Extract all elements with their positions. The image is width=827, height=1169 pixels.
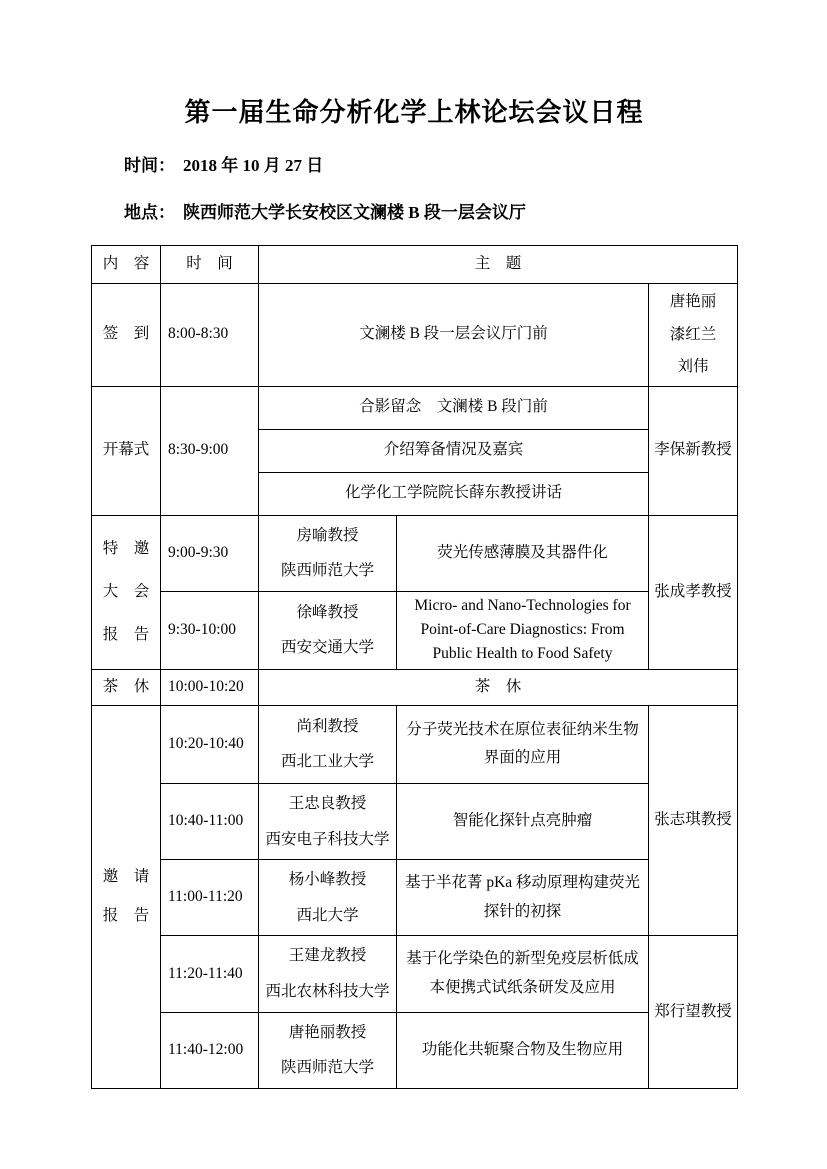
speaker-name: 徐峰教授 — [296, 603, 359, 621]
plenary-label-lines — [96, 528, 156, 656]
signin-staff — [649, 283, 738, 386]
speaker-name: 杨小峰教授 — [288, 871, 367, 889]
invited-label-line: 邀 请 — [102, 868, 150, 886]
header-time: 时 间 — [161, 245, 259, 283]
speaker-name: 王建龙教授 — [288, 947, 367, 965]
speaker-affiliation: 西北大学 — [296, 906, 359, 924]
plenary-label-line: 大 会 — [102, 582, 150, 600]
plenary-label-line: 报 告 — [102, 625, 150, 643]
staff-name: 刘伟 — [677, 358, 709, 376]
talk-topic: 分子荧光技术在原位表征纳米生物界面的应用 — [397, 705, 649, 783]
plenary-label — [92, 515, 161, 669]
row-signin — [92, 283, 738, 386]
invited-label-line: 报 告 — [102, 906, 150, 924]
opening-time: 8:30-9:00 — [161, 386, 259, 515]
staff-names — [653, 286, 733, 384]
opening-label: 开幕式 — [92, 386, 161, 515]
invited-label-lines — [96, 858, 156, 936]
speaker-name: 房喻教授 — [296, 526, 359, 544]
tea-label: 茶 休 — [92, 669, 161, 705]
row-plenary-2 — [92, 591, 738, 669]
talk-topic: 基于半花菁 pKa 移动原理构建荧光探针的初探 — [397, 860, 649, 936]
header-topic: 主 题 — [259, 245, 738, 283]
meta-location — [124, 202, 737, 224]
talk-speaker — [259, 591, 397, 669]
location-label: 地点： — [124, 202, 175, 222]
location-value: 陕西师范大学长安校区文澜楼 B 段一层会议厅 — [183, 202, 526, 222]
schedule-table — [91, 245, 738, 1089]
row-tea-break — [92, 669, 738, 705]
row-invited-1 — [92, 705, 738, 783]
talk-speaker — [259, 936, 397, 1012]
staff-name: 唐艳丽 — [669, 292, 717, 310]
talk-time: 11:00-11:20 — [161, 860, 259, 936]
staff-name: 漆红兰 — [669, 325, 717, 343]
opening-item: 化学化工学院院长薛东教授讲话 — [259, 472, 649, 515]
signin-time: 8:00-8:30 — [161, 283, 259, 386]
talk-topic: 基于化学染色的新型免疫层析低成本便携式试纸条研发及应用 — [397, 936, 649, 1012]
talk-speaker — [259, 705, 397, 783]
header-row — [92, 245, 738, 283]
speaker-block — [263, 709, 392, 780]
invited-label — [92, 705, 161, 1088]
speaker-affiliation: 西安交通大学 — [280, 639, 374, 657]
speaker-name: 唐艳丽教授 — [288, 1023, 367, 1041]
speaker-block — [263, 862, 392, 933]
tea-topic: 茶 休 — [259, 669, 738, 705]
row-invited-3 — [92, 860, 738, 936]
opening-item: 合影留念 文澜楼 B 段门前 — [259, 386, 649, 429]
talk-speaker — [259, 783, 397, 859]
talk-speaker — [259, 860, 397, 936]
speaker-block — [263, 938, 392, 1009]
plenary-label-line: 特 邀 — [102, 540, 150, 558]
header-content: 内 容 — [92, 245, 161, 283]
speaker-block — [263, 1015, 392, 1086]
plenary-chair: 张成孝教授 — [649, 515, 738, 669]
talk-time: 11:40-12:00 — [161, 1012, 259, 1088]
row-opening-1 — [92, 386, 738, 429]
time-label: 时间： — [124, 155, 175, 175]
speaker-name: 尚利教授 — [296, 717, 359, 735]
speaker-affiliation: 陕西师范大学 — [280, 1059, 374, 1077]
meta-block — [124, 155, 737, 224]
talk-time: 10:20-10:40 — [161, 705, 259, 783]
signin-topic: 文澜楼 B 段一层会议厅门前 — [259, 283, 649, 386]
speaker-block — [263, 518, 392, 589]
row-invited-5 — [92, 1012, 738, 1088]
row-plenary-1 — [92, 515, 738, 591]
talk-time: 9:30-10:00 — [161, 591, 259, 669]
meta-time — [124, 155, 737, 177]
talk-topic: 荧光传感薄膜及其器件化 — [397, 515, 649, 591]
talk-speaker — [259, 1012, 397, 1088]
opening-item: 介绍筹备情况及嘉宾 — [259, 429, 649, 472]
time-value: 2018 年 10 月 27 日 — [183, 155, 324, 175]
page-title: 第一届生命分析化学上林论坛会议日程 — [184, 98, 644, 127]
opening-chair: 李保新教授 — [649, 386, 738, 515]
row-invited-2 — [92, 783, 738, 859]
row-invited-4 — [92, 936, 738, 1012]
speaker-affiliation: 西安电子科技大学 — [265, 830, 390, 848]
talk-time: 9:00-9:30 — [161, 515, 259, 591]
talk-time: 10:40-11:00 — [161, 783, 259, 859]
talk-speaker — [259, 515, 397, 591]
speaker-name: 王忠良教授 — [288, 794, 367, 812]
signin-label: 签 到 — [92, 283, 161, 386]
tea-time: 10:00-10:20 — [161, 669, 259, 705]
invited-chair-2: 郑行望教授 — [649, 936, 738, 1089]
speaker-affiliation: 陕西师范大学 — [280, 562, 374, 580]
talk-topic: Micro- and Nano-Technologies for Point-of-Care Diagnostics: From Public Health to Food Safety — [397, 591, 649, 669]
speaker-block — [263, 786, 392, 857]
speaker-block — [263, 595, 392, 666]
talk-time: 11:20-11:40 — [161, 936, 259, 1012]
invited-chair-1: 张志琪教授 — [649, 705, 738, 936]
talk-topic: 功能化共轭聚合物及生物应用 — [397, 1012, 649, 1088]
speaker-affiliation: 西北工业大学 — [280, 753, 374, 771]
talk-topic: 智能化探针点亮肿瘤 — [397, 783, 649, 859]
speaker-affiliation: 西北农林科技大学 — [265, 983, 390, 1001]
